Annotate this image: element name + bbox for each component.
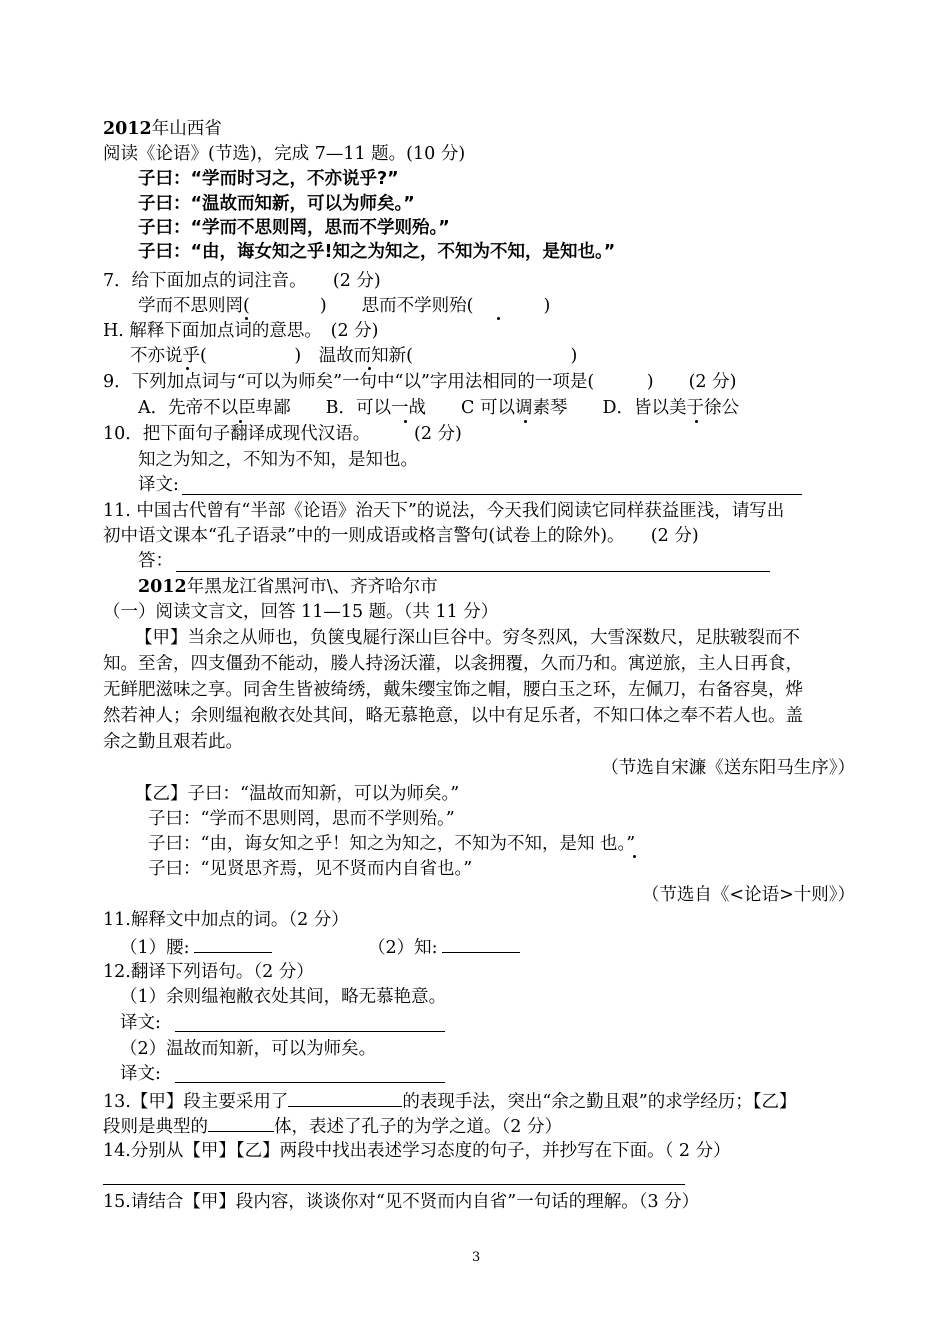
yi-line-3: 子曰：“由，诲女知之乎！知之为知之，不知为不知，是知 也。” bbox=[148, 834, 636, 854]
hlj-q12-prompt: 12.翻译下列语句。（2 分） bbox=[103, 962, 314, 982]
quote-4: 子曰：“由，诲女知之乎!知之为知之，不知为不知，是知也。” bbox=[138, 242, 616, 262]
q13-blank-2[interactable] bbox=[208, 1114, 274, 1132]
quote-2: 子曰：“温故而知新，可以为师矣。” bbox=[138, 194, 415, 214]
yi-source: （节选自《<论语>十则》） bbox=[641, 885, 855, 905]
q9-options: A．先帝不以臣卑鄙 B．可以一战 C 可以调素琴 D．皆以美于徐公 bbox=[138, 398, 739, 418]
hlj-q11-prompt: 11.解释文中加点的词。（2 分） bbox=[103, 910, 349, 930]
yi-line-2: 子曰：“学而不思则罔，思而不学则殆。” bbox=[148, 809, 455, 829]
q8-items: 不亦说乎( ) 温故而知新( ) bbox=[130, 346, 578, 366]
hlj-q11-a: （1）腰: bbox=[120, 935, 272, 959]
q10-answer-label: 译文: bbox=[138, 475, 179, 495]
hlj-section-title: （一）阅读文言文，回答 11—15 题。（共 11 分） bbox=[103, 602, 499, 622]
q12-b-answer-line[interactable] bbox=[175, 1082, 445, 1083]
q11-answer-label: 答： bbox=[138, 551, 173, 571]
quote-3: 子曰：“学而不思则罔，思而不学则殆。” bbox=[138, 218, 450, 238]
hlj-q13-line2: 段则是典型的 体，表述了孔子的为学之道。（2 分） bbox=[103, 1114, 562, 1138]
hlj-q13-line1: 13.【甲】段主要采用了 的表现手法，突出“余之勤且艰”的求学经历；【乙】 bbox=[103, 1089, 797, 1113]
emphasis-dot bbox=[497, 317, 500, 320]
q13-blank-1[interactable] bbox=[288, 1089, 402, 1107]
q8-prompt: H. 解释下面加点词的意思。 (2 分) bbox=[103, 321, 379, 341]
q7-items: 学而不思则罔( ) 思而不学则殆( ) bbox=[138, 296, 551, 316]
hlj-q11-b: （2）知: bbox=[368, 935, 520, 959]
q11-a-blank[interactable] bbox=[194, 935, 272, 953]
q11-b-blank[interactable] bbox=[442, 935, 520, 953]
page-number: 3 bbox=[472, 1250, 481, 1265]
q10-answer-line[interactable] bbox=[182, 494, 802, 495]
q10-sentence: 知之为知之，不知为不知，是知也。 bbox=[138, 450, 418, 470]
jia-line-5: 余之勤且艰若此。 bbox=[103, 732, 243, 752]
jia-line-1: 【甲】当余之从师也，负箧曳屣行深山巨谷中。穷冬烈风，大雪深数尺，足肤皲裂而不 bbox=[135, 628, 800, 648]
yi-line-1: 【乙】子曰：“温故而知新，可以为师矣。” bbox=[135, 784, 460, 804]
quote-1: 子曰：“学而时习之，不亦说乎?” bbox=[138, 169, 399, 189]
q9-prompt: 9．下列加点词与“可以为师矣”一句中“以”字用法相同的一项是( ) (2 分) bbox=[103, 372, 737, 392]
hlj-header: 2012年黑龙江省黑河市\、齐齐哈尔市 bbox=[138, 577, 438, 597]
hlj-q12-b-label: 译文: bbox=[120, 1064, 161, 1084]
jia-line-4: 然若神人；余则缊袍敝衣处其间，略无慕艳意，以中有足乐者，不知口体之奉不若人也。盖 bbox=[103, 706, 803, 726]
hlj-q15-prompt: 15.请结合【甲】段内容，谈谈你对“见不贤而内自省”一句话的理解。（3 分） bbox=[103, 1192, 700, 1212]
hlj-q12-a: （1）余则缊袍敝衣处其间，略无慕艳意。 bbox=[120, 987, 447, 1007]
hlj-q14-prompt: 14.分别从【甲】【乙】两段中找出表述学习态度的句子，并抄写在下面。（ 2 分） bbox=[103, 1141, 731, 1161]
q11-prompt-line2: 初中语文课本“孔子语录”中的一则成语或格言警句(试卷上的除外)。 (2 分) bbox=[103, 526, 699, 546]
hlj-q12-b: （2）温故而知新，可以为师矣。 bbox=[120, 1039, 377, 1059]
q14-answer-line[interactable] bbox=[103, 1184, 685, 1185]
yi-line-4: 子曰：“见贤思齐焉，见不贤而内自省也。” bbox=[148, 859, 473, 879]
jia-source: （节选自宋濂《送东阳马生序》） bbox=[601, 758, 855, 778]
q7-prompt: 7．给下面加点的词注音。 (2 分) bbox=[103, 271, 381, 291]
q12-a-answer-line[interactable] bbox=[175, 1031, 445, 1032]
q11-prompt-line1: 11. 中国古代曾有“半部《论语》治天下”的说法，今天我们阅读它同样获益匪浅，请写出 bbox=[103, 501, 785, 521]
jia-line-3: 无鲜肥滋味之享。同舍生皆被绮绣，戴朱缨宝饰之帽，腰白玉之环，左佩刀，右备容臭，烨 bbox=[103, 680, 803, 700]
shanxi-header: 2012年山西省 bbox=[103, 119, 222, 139]
q11-answer-line[interactable] bbox=[176, 571, 770, 572]
emphasis-dot bbox=[186, 367, 189, 370]
emphasis-dot bbox=[368, 367, 371, 370]
jia-line-2: 知。至舍，四支僵劲不能动，媵人持汤沃灌，以衾拥覆，久而乃和。寓逆旅，主人日再食， bbox=[103, 654, 803, 674]
emphasis-dot bbox=[695, 420, 698, 423]
emphasis-dot bbox=[524, 420, 527, 423]
q10-prompt: 10．把下面句子翻译成现代汉语。 (2 分) bbox=[103, 424, 462, 444]
shanxi-instruction: 阅读《论语》(节选)，完成 7—11 题。(10 分) bbox=[103, 144, 466, 164]
hlj-q12-a-label: 译文: bbox=[120, 1013, 161, 1033]
emphasis-dot bbox=[633, 855, 636, 858]
